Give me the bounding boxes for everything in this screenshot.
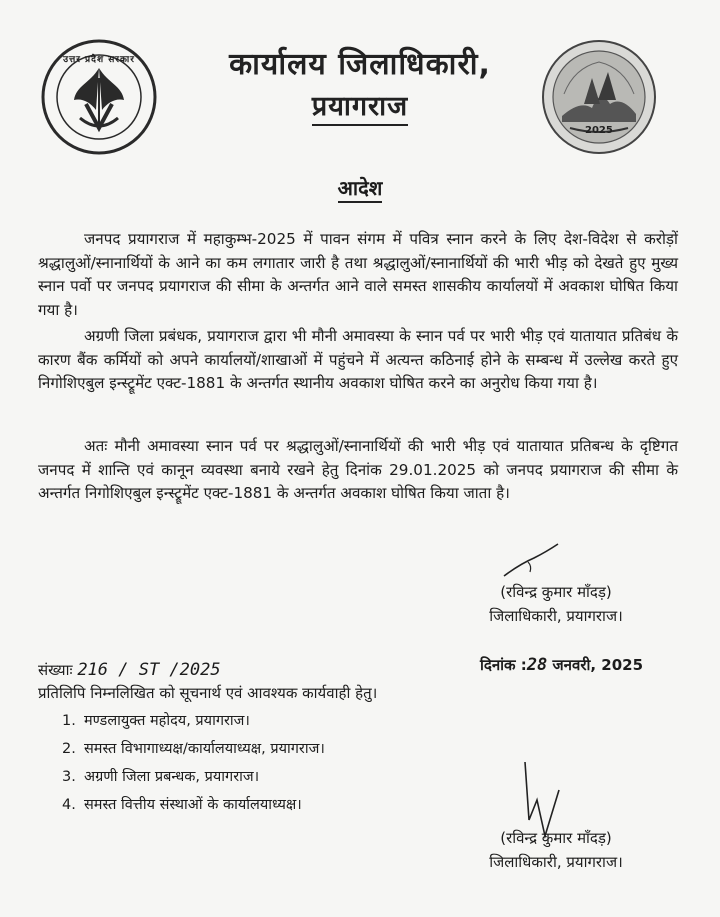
- date-month-year: जनवरी, 2025: [552, 656, 644, 674]
- reference-label: संख्याः: [38, 661, 73, 679]
- date-label: दिनांक :: [480, 656, 527, 674]
- copy-intro: प्रतिलिपि निम्नलिखित को सूचनार्थ एवं आवश्यक कार्यवाही हेतु।: [38, 684, 378, 702]
- list-item: 2. समस्त विभागाध्यक्ष/कार्यालयाध्यक्ष, प्रयागराज।: [62, 741, 325, 757]
- date-day: 28: [526, 655, 548, 675]
- order-paragraph-1: जनपद प्रयागराज में महाकुम्भ-2025 में पावन संगम में पवित्र स्नान करने के लिए देश-विदेश से करोड़ों श्रद्धालुओं/स्नानार्थियों के आने का कम लगातार जारी है तथा श्रद्धालुओं/स्नानार्थियों की भारी भीड़ को देखते हुए मुख्य स्नान पर्वो पर जनपद प्रयागराज की सीमा के अन्तर्गत आने वाले समस्त शासकीय कार्यालयों में अवकाश घोषित किया गया है।: [38, 230, 678, 319]
- list-item: 4. समस्त वित्तीय संस्थाओं के कार्यालयाध्यक्ष।: [62, 797, 302, 813]
- copy-list: [62, 707, 325, 819]
- left-seal-text: उत्तर प्रदेश सरकार: [63, 55, 135, 65]
- reference-number: [38, 660, 221, 680]
- date-line: [480, 655, 643, 675]
- order-paragraph-2: अग्रणी जिला प्रबंधक, प्रयागराज द्वारा भी मौनी अमावस्या के स्नान पर्व पर भारी भीड़ एवं यातायात प्रतिबंध के कारण बैंक कर्मियों को अपने कार्यालयों/शाखाओं में पहुंचने में अत्यन्त कठिनाई होने के सम्बन्ध में उल्लेख करते हुए निगोशिएबुल इन्स्ट्रूमेंट एक्ट-1881 के अन्तर्गत स्थानीय अवकाश घोषित करने का अनुरोध किया गया है।: [38, 327, 678, 392]
- signature-scribble-icon: [500, 540, 560, 580]
- signatory-designation: जिलाधिकारी, प्रयागराज।: [489, 853, 623, 871]
- right-seal-year: 2025: [585, 125, 613, 136]
- signatory-name: (रविन्द्र कुमार माँदड़): [500, 829, 612, 847]
- order-paragraph-3: अतः मौनी अमावस्या स्नान पर्व पर श्रद्धालुओं/स्नानार्थियों की भारी भीड़ एवं यातायात प्रतिबन्ध के दृष्टिगत जनपद में शान्ति एवं कानून व्यवस्था बनाये रखने हेतु दिनांक 29.01.2025 को जनपद प्रयागराज की सीमा के अन्तर्गत निगोशिएबुल इन्स्ट्रूमेंट एक्ट-1881 के अन्तर्गत अवकाश घोषित किया जाता है।: [38, 437, 678, 502]
- mahakumbh-logo-icon: [540, 38, 658, 156]
- signatory-name: (रविन्द्र कुमार माँदड़): [500, 583, 612, 601]
- signatory-designation: जिलाधिकारी, प्रयागराज।: [489, 607, 623, 625]
- office-title: कार्यालय जिलाधिकारी,: [229, 47, 491, 82]
- order-heading: आदेश: [0, 174, 720, 201]
- signature-block-1: [446, 580, 666, 628]
- list-item: 3. अग्रणी जिला प्रबन्धक, प्रयागराज।: [62, 769, 260, 785]
- reference-value: 216 / ST /2025: [77, 660, 221, 680]
- list-item: 1. मण्डलायुक्त महोदय, प्रयागराज।: [62, 713, 250, 729]
- signature-block-2: [446, 826, 666, 874]
- city-title: प्रयागराज: [150, 86, 570, 123]
